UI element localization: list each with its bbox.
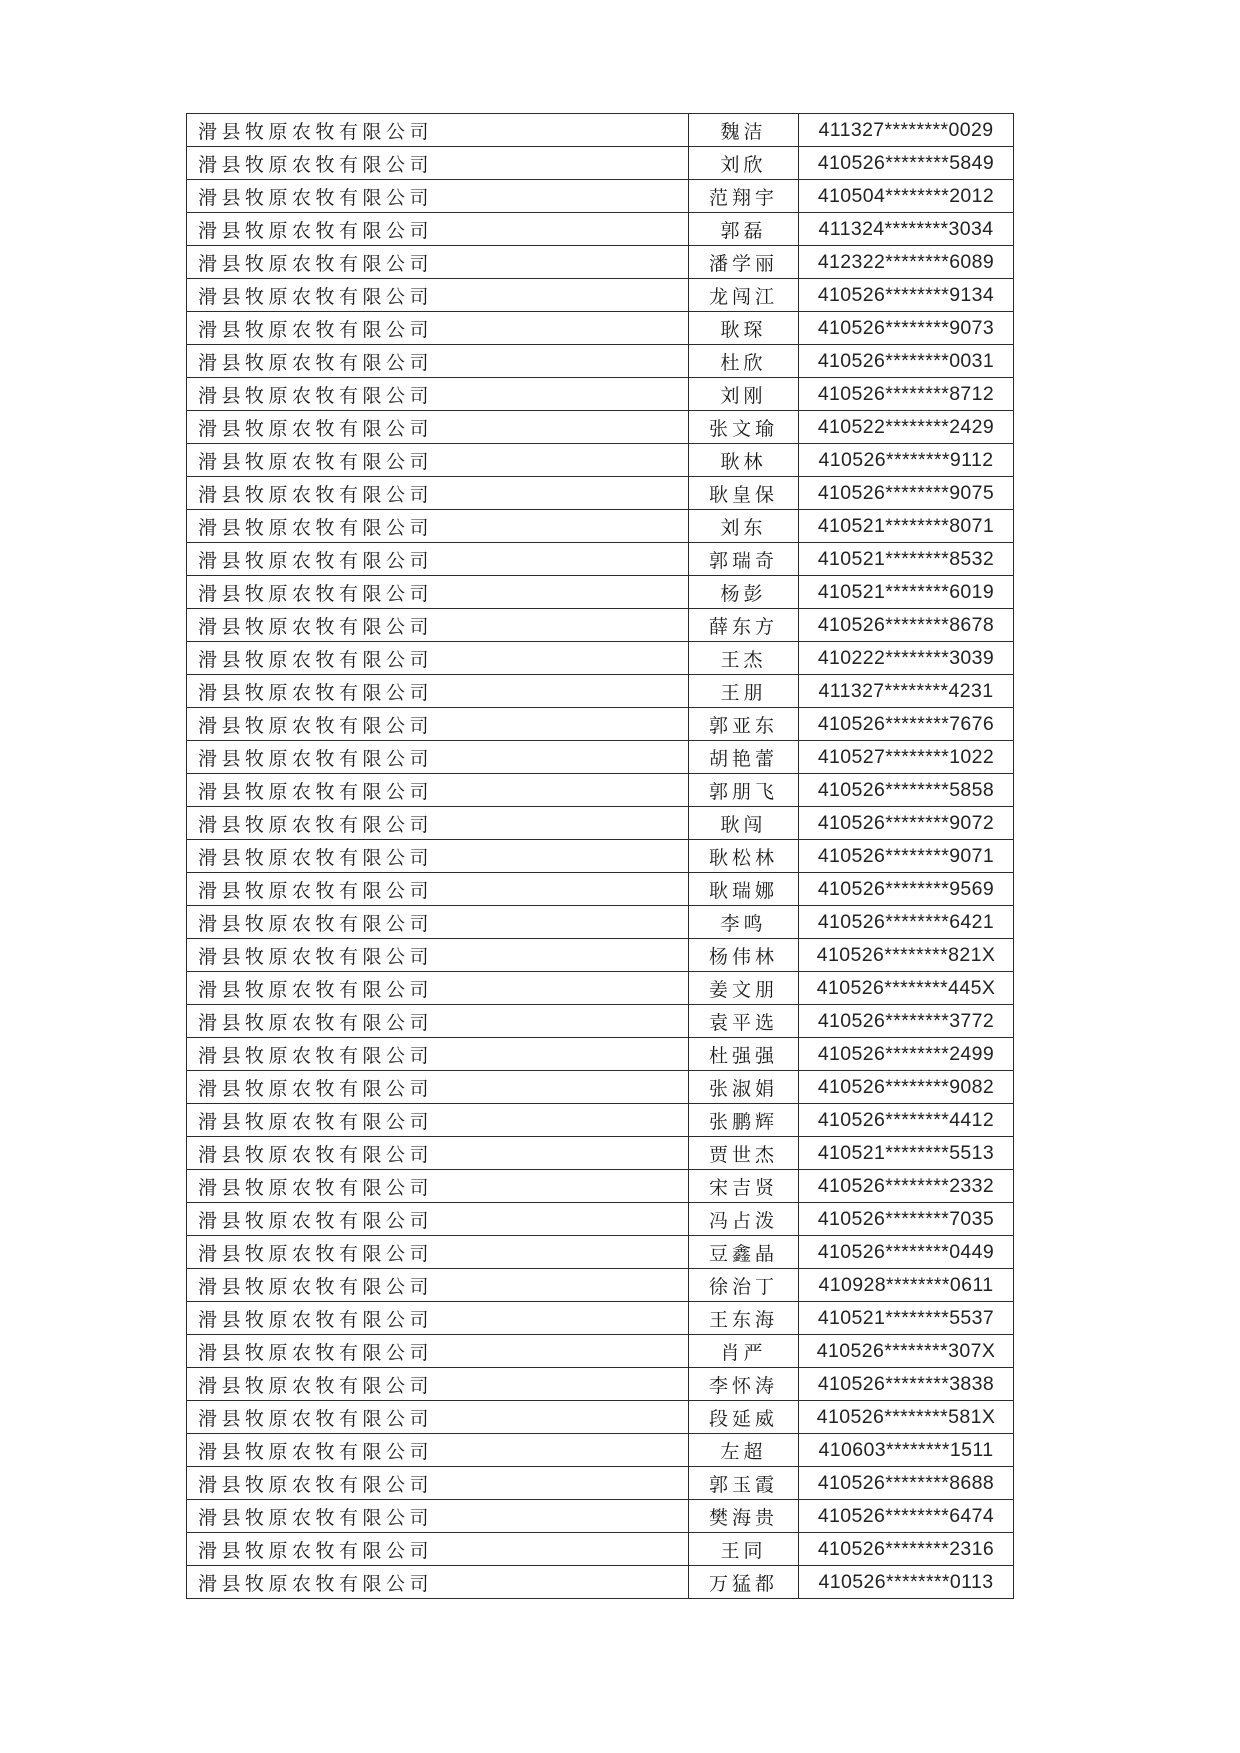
table-row — [187, 1005, 1014, 1038]
id-number-cell: 410526********9071 — [799, 840, 1014, 873]
company-cell: 滑县牧原农牧有限公司 — [187, 444, 689, 477]
id-number-cell: 411327********4231 — [799, 675, 1014, 708]
person-name-cell: 耿皇保 — [689, 477, 799, 510]
table-row — [187, 1071, 1014, 1104]
personnel-roster-table — [186, 113, 1014, 1599]
company-cell: 滑县牧原农牧有限公司 — [187, 279, 689, 312]
table-row — [187, 477, 1014, 510]
company-cell: 滑县牧原农牧有限公司 — [187, 1236, 689, 1269]
person-name-cell: 郭玉霞 — [689, 1467, 799, 1500]
table-row — [187, 1533, 1014, 1566]
person-name-cell: 李鸣 — [689, 906, 799, 939]
company-cell: 滑县牧原农牧有限公司 — [187, 510, 689, 543]
company-cell: 滑县牧原农牧有限公司 — [187, 1170, 689, 1203]
id-number-cell: 410526********3838 — [799, 1368, 1014, 1401]
table-row — [187, 741, 1014, 774]
person-name-cell: 豆鑫晶 — [689, 1236, 799, 1269]
person-name-cell: 贾世杰 — [689, 1137, 799, 1170]
id-number-cell: 410526********8678 — [799, 609, 1014, 642]
table-row — [187, 543, 1014, 576]
id-number-cell: 410526********7676 — [799, 708, 1014, 741]
person-name-cell: 范翔宇 — [689, 180, 799, 213]
table-row — [187, 444, 1014, 477]
id-number-cell: 410526********8712 — [799, 378, 1014, 411]
person-name-cell: 左超 — [689, 1434, 799, 1467]
table-row — [187, 1236, 1014, 1269]
person-name-cell: 刘欣 — [689, 147, 799, 180]
id-number-cell: 410526********9134 — [799, 279, 1014, 312]
table-row — [187, 972, 1014, 1005]
table-row — [187, 675, 1014, 708]
table-row — [187, 1467, 1014, 1500]
company-cell: 滑县牧原农牧有限公司 — [187, 1401, 689, 1434]
company-cell: 滑县牧原农牧有限公司 — [187, 1269, 689, 1302]
person-name-cell: 王东海 — [689, 1302, 799, 1335]
id-number-cell: 410526********307X — [799, 1335, 1014, 1368]
person-name-cell: 王朋 — [689, 675, 799, 708]
id-number-cell: 410521********8071 — [799, 510, 1014, 543]
id-number-cell: 411324********3034 — [799, 213, 1014, 246]
id-number-cell: 410526********5849 — [799, 147, 1014, 180]
id-number-cell: 410526********0449 — [799, 1236, 1014, 1269]
person-name-cell: 张淑娟 — [689, 1071, 799, 1104]
id-number-cell: 410521********6019 — [799, 576, 1014, 609]
person-name-cell: 宋吉贤 — [689, 1170, 799, 1203]
company-cell: 滑县牧原农牧有限公司 — [187, 114, 689, 147]
person-name-cell: 郭亚东 — [689, 708, 799, 741]
id-number-cell: 412322********6089 — [799, 246, 1014, 279]
id-number-cell: 410526********9073 — [799, 312, 1014, 345]
table-row — [187, 345, 1014, 378]
id-number-cell: 410928********0611 — [799, 1269, 1014, 1302]
id-number-cell: 410526********445X — [799, 972, 1014, 1005]
company-cell: 滑县牧原农牧有限公司 — [187, 708, 689, 741]
person-name-cell: 胡艳蕾 — [689, 741, 799, 774]
id-number-cell: 410526********6421 — [799, 906, 1014, 939]
id-number-cell: 410526********7035 — [799, 1203, 1014, 1236]
id-number-cell: 410526********9075 — [799, 477, 1014, 510]
id-number-cell: 410603********1511 — [799, 1434, 1014, 1467]
person-name-cell: 袁平选 — [689, 1005, 799, 1038]
person-name-cell: 樊海贵 — [689, 1500, 799, 1533]
table-row — [187, 642, 1014, 675]
person-name-cell: 耿闯 — [689, 807, 799, 840]
company-cell: 滑县牧原农牧有限公司 — [187, 477, 689, 510]
table-row — [187, 576, 1014, 609]
company-cell: 滑县牧原农牧有限公司 — [187, 411, 689, 444]
company-cell: 滑县牧原农牧有限公司 — [187, 1302, 689, 1335]
table-row — [187, 279, 1014, 312]
person-name-cell: 姜文朋 — [689, 972, 799, 1005]
company-cell: 滑县牧原农牧有限公司 — [187, 939, 689, 972]
table-row — [187, 246, 1014, 279]
id-number-cell: 410526********5858 — [799, 774, 1014, 807]
id-number-cell: 410526********821X — [799, 939, 1014, 972]
company-cell: 滑县牧原农牧有限公司 — [187, 906, 689, 939]
person-name-cell: 郭朋飞 — [689, 774, 799, 807]
table-row — [187, 213, 1014, 246]
company-cell: 滑县牧原农牧有限公司 — [187, 1434, 689, 1467]
person-name-cell: 李怀涛 — [689, 1368, 799, 1401]
company-cell: 滑县牧原农牧有限公司 — [187, 1500, 689, 1533]
company-cell: 滑县牧原农牧有限公司 — [187, 147, 689, 180]
company-cell: 滑县牧原农牧有限公司 — [187, 312, 689, 345]
company-cell: 滑县牧原农牧有限公司 — [187, 543, 689, 576]
table-row — [187, 1368, 1014, 1401]
person-name-cell: 杨伟林 — [689, 939, 799, 972]
company-cell: 滑县牧原农牧有限公司 — [187, 1104, 689, 1137]
person-name-cell: 耿松林 — [689, 840, 799, 873]
id-number-cell: 410526********0031 — [799, 345, 1014, 378]
table-row — [187, 1038, 1014, 1071]
table-row — [187, 1401, 1014, 1434]
table-row — [187, 510, 1014, 543]
company-cell: 滑县牧原农牧有限公司 — [187, 675, 689, 708]
person-name-cell: 王同 — [689, 1533, 799, 1566]
id-number-cell: 410526********9082 — [799, 1071, 1014, 1104]
company-cell: 滑县牧原农牧有限公司 — [187, 246, 689, 279]
table-row — [187, 774, 1014, 807]
id-number-cell: 410527********1022 — [799, 741, 1014, 774]
company-cell: 滑县牧原农牧有限公司 — [187, 1533, 689, 1566]
person-name-cell: 龙闯江 — [689, 279, 799, 312]
company-cell: 滑县牧原农牧有限公司 — [187, 807, 689, 840]
id-number-cell: 410526********8688 — [799, 1467, 1014, 1500]
company-cell: 滑县牧原农牧有限公司 — [187, 1137, 689, 1170]
id-number-cell: 410526********581X — [799, 1401, 1014, 1434]
person-name-cell: 肖严 — [689, 1335, 799, 1368]
table-row — [187, 708, 1014, 741]
table-row — [187, 114, 1014, 147]
id-number-cell: 410526********3772 — [799, 1005, 1014, 1038]
table-row — [187, 840, 1014, 873]
company-cell: 滑县牧原农牧有限公司 — [187, 576, 689, 609]
company-cell: 滑县牧原农牧有限公司 — [187, 972, 689, 1005]
person-name-cell: 张鹏辉 — [689, 1104, 799, 1137]
id-number-cell: 410526********9112 — [799, 444, 1014, 477]
table-row — [187, 1269, 1014, 1302]
roster-table-body — [187, 114, 1014, 1599]
person-name-cell: 王杰 — [689, 642, 799, 675]
company-cell: 滑县牧原农牧有限公司 — [187, 213, 689, 246]
person-name-cell: 郭磊 — [689, 213, 799, 246]
person-name-cell: 张文瑜 — [689, 411, 799, 444]
id-number-cell: 410526********2316 — [799, 1533, 1014, 1566]
id-number-cell: 410521********5537 — [799, 1302, 1014, 1335]
company-cell: 滑县牧原农牧有限公司 — [187, 1335, 689, 1368]
person-name-cell: 薛东方 — [689, 609, 799, 642]
table-row — [187, 147, 1014, 180]
id-number-cell: 410526********9569 — [799, 873, 1014, 906]
company-cell: 滑县牧原农牧有限公司 — [187, 1203, 689, 1236]
table-row — [187, 1335, 1014, 1368]
company-cell: 滑县牧原农牧有限公司 — [187, 1038, 689, 1071]
id-number-cell: 411327********0029 — [799, 114, 1014, 147]
company-cell: 滑县牧原农牧有限公司 — [187, 1368, 689, 1401]
person-name-cell: 刘东 — [689, 510, 799, 543]
person-name-cell: 冯占泼 — [689, 1203, 799, 1236]
company-cell: 滑县牧原农牧有限公司 — [187, 1467, 689, 1500]
table-row — [187, 609, 1014, 642]
company-cell: 滑县牧原农牧有限公司 — [187, 1071, 689, 1104]
company-cell: 滑县牧原农牧有限公司 — [187, 180, 689, 213]
company-cell: 滑县牧原农牧有限公司 — [187, 873, 689, 906]
id-number-cell: 410526********9072 — [799, 807, 1014, 840]
id-number-cell: 410526********2332 — [799, 1170, 1014, 1203]
person-name-cell: 魏洁 — [689, 114, 799, 147]
person-name-cell: 郭瑞奇 — [689, 543, 799, 576]
id-number-cell: 410526********4412 — [799, 1104, 1014, 1137]
company-cell: 滑县牧原农牧有限公司 — [187, 774, 689, 807]
company-cell: 滑县牧原农牧有限公司 — [187, 609, 689, 642]
person-name-cell: 潘学丽 — [689, 246, 799, 279]
person-name-cell: 杨彭 — [689, 576, 799, 609]
person-name-cell: 徐治丁 — [689, 1269, 799, 1302]
company-cell: 滑县牧原农牧有限公司 — [187, 1566, 689, 1599]
table-row — [187, 1302, 1014, 1335]
person-name-cell: 刘刚 — [689, 378, 799, 411]
id-number-cell: 410504********2012 — [799, 180, 1014, 213]
company-cell: 滑县牧原农牧有限公司 — [187, 840, 689, 873]
person-name-cell: 万猛都 — [689, 1566, 799, 1599]
table-row — [187, 1137, 1014, 1170]
person-name-cell: 耿瑞娜 — [689, 873, 799, 906]
company-cell: 滑县牧原农牧有限公司 — [187, 1005, 689, 1038]
company-cell: 滑县牧原农牧有限公司 — [187, 741, 689, 774]
table-row — [187, 873, 1014, 906]
table-row — [187, 807, 1014, 840]
person-name-cell: 耿琛 — [689, 312, 799, 345]
company-cell: 滑县牧原农牧有限公司 — [187, 345, 689, 378]
person-name-cell: 段延威 — [689, 1401, 799, 1434]
table-row — [187, 180, 1014, 213]
company-cell: 滑县牧原农牧有限公司 — [187, 642, 689, 675]
table-row — [187, 939, 1014, 972]
company-cell: 滑县牧原农牧有限公司 — [187, 378, 689, 411]
table-row — [187, 1104, 1014, 1137]
table-row — [187, 1500, 1014, 1533]
table-row — [187, 1203, 1014, 1236]
id-number-cell: 410222********3039 — [799, 642, 1014, 675]
id-number-cell: 410526********6474 — [799, 1500, 1014, 1533]
table-row — [187, 312, 1014, 345]
id-number-cell: 410526********0113 — [799, 1566, 1014, 1599]
person-name-cell: 杜欣 — [689, 345, 799, 378]
id-number-cell: 410521********5513 — [799, 1137, 1014, 1170]
person-name-cell: 杜强强 — [689, 1038, 799, 1071]
table-row — [187, 906, 1014, 939]
id-number-cell: 410521********8532 — [799, 543, 1014, 576]
id-number-cell: 410522********2429 — [799, 411, 1014, 444]
id-number-cell: 410526********2499 — [799, 1038, 1014, 1071]
person-name-cell: 耿林 — [689, 444, 799, 477]
table-row — [187, 411, 1014, 444]
table-row — [187, 1170, 1014, 1203]
table-row — [187, 378, 1014, 411]
table-row — [187, 1434, 1014, 1467]
table-row — [187, 1566, 1014, 1599]
